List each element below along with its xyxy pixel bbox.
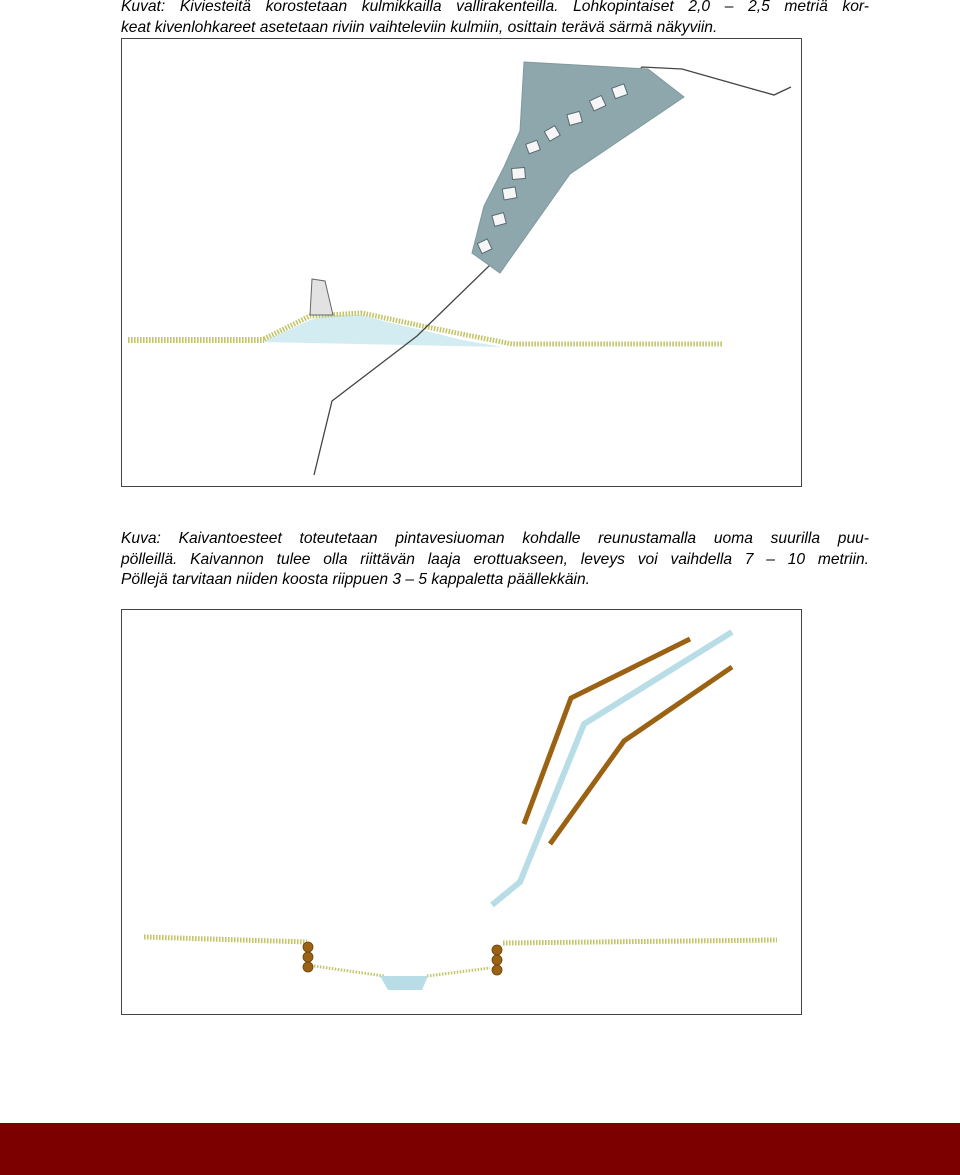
ditch-water <box>380 976 428 990</box>
grass-line-left <box>144 937 307 942</box>
caption-middle-line-3: Pöllejä tarvitaan niiden koosta riippuen 3 – 5 kappaletta päällekkäin. <box>121 571 590 588</box>
ditch-bank-right <box>427 968 490 976</box>
grass-line-right <box>503 940 777 943</box>
stone-wall <box>472 62 684 273</box>
log-edge-left <box>524 639 690 824</box>
caption-top-line-1: Kuvat: Kiviesteitä korostetaan kulmikkailla vallirakenteilla. Lohkopintaiset 2,0 – 2,5 metriä kor- <box>121 0 869 15</box>
log <box>492 945 502 955</box>
caption-top <box>121 0 869 38</box>
stone <box>492 213 506 227</box>
water-channel <box>492 632 732 905</box>
log-stack-left <box>303 942 313 972</box>
figure-stone-wall-diagram <box>121 38 802 487</box>
caption-middle-line-1: Kuva: Kaivantoesteet toteutetaan pintavesiuoman kohdalle reunustamalla uoma suurilla puu- <box>121 530 869 547</box>
ditch-bank-left <box>314 966 384 976</box>
log <box>303 962 313 972</box>
caption-top-line-2: keat kivenlohkareet asetetaan riviin vaihteleviin kulmiin, osittain terävä särmä näkyviin. <box>121 18 718 36</box>
log <box>303 942 313 952</box>
figure-1-svg <box>122 39 801 486</box>
stone <box>512 167 526 179</box>
caption-middle-line-2: pölleillä. Kaivannon tulee olla riittävän laaja erottuakseen, leveys voi vaihdella 7 – 10 metriin. <box>121 550 869 568</box>
footer-bar <box>0 1123 960 1175</box>
grass-line-left <box>128 337 264 343</box>
log <box>492 955 502 965</box>
log <box>303 952 313 962</box>
log <box>492 965 502 975</box>
figure-2-svg <box>122 610 801 1014</box>
stone <box>502 187 517 200</box>
boulder <box>310 279 333 315</box>
caption-middle <box>121 529 869 591</box>
log-stack-right <box>492 945 502 975</box>
figure-log-ditch-diagram <box>121 609 802 1015</box>
